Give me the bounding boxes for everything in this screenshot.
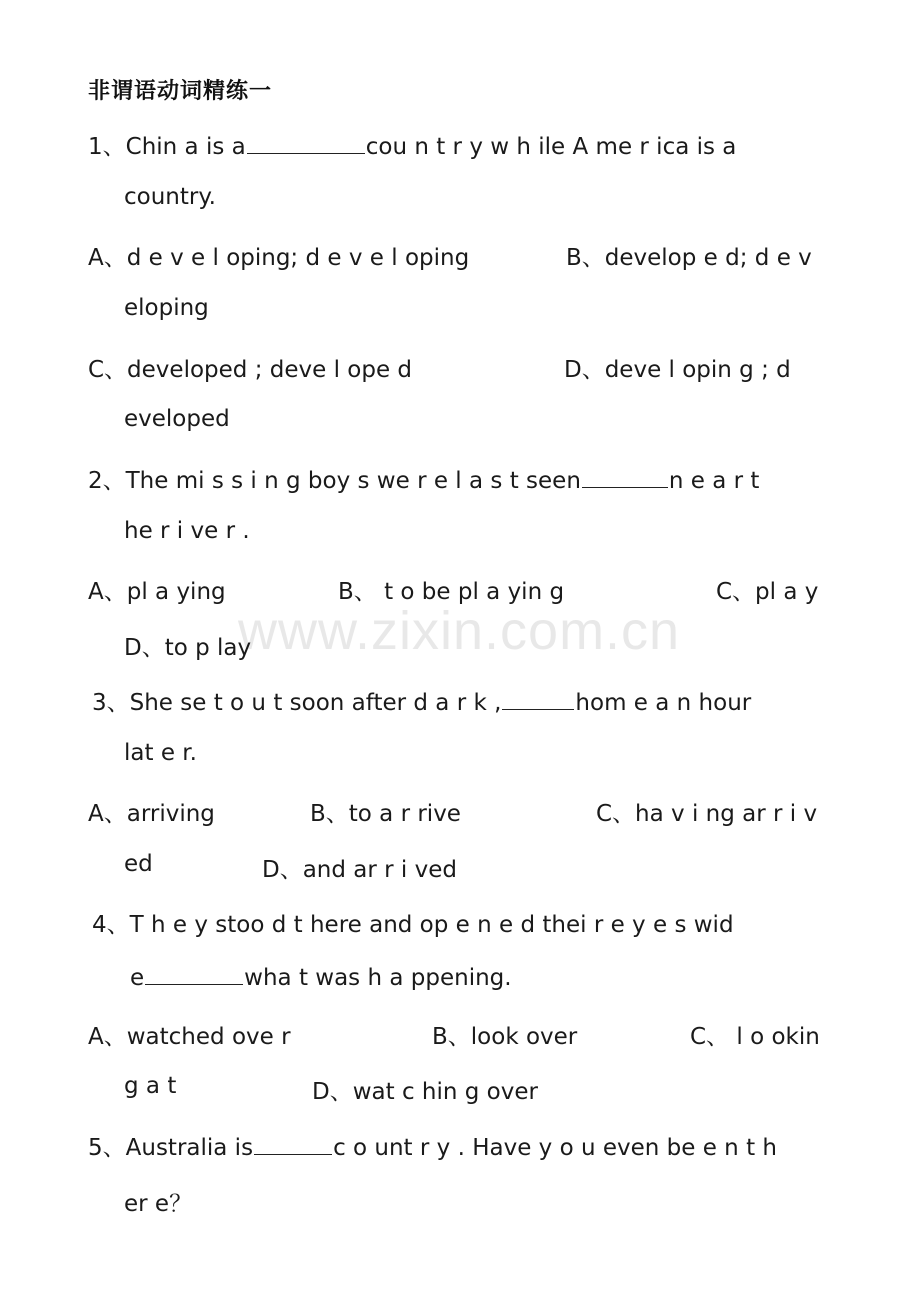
answer-blank <box>582 465 668 488</box>
question-1-option-b: B、develop e d; d e v <box>566 245 812 271</box>
answer-blank <box>502 687 574 710</box>
question-1-option-d-continued: eveloped <box>124 406 230 432</box>
question-2-stem-continued: he r i ve r . <box>124 518 250 544</box>
question-4-stem: 4、T h e y stoo d t here and op e n e d thei r e y e s wid <box>92 912 734 938</box>
question-1-stem-start: 1、Chin a is a <box>88 134 246 160</box>
question-5-stem-continued: er e？ <box>124 1191 193 1217</box>
question-2-option-d: D、to p lay <box>124 635 252 661</box>
answer-blank <box>145 962 243 985</box>
question-4-option-a: A、watched ove r <box>88 1024 291 1050</box>
question-3-stem-start: 3、She se t o u t soon after d a r k , <box>92 690 502 716</box>
watermark: www.zixin.com.cn <box>238 601 681 661</box>
question-3-option-b: B、to a r rive <box>310 801 461 827</box>
question-1-stem-continued: country. <box>124 184 216 210</box>
question-2-stem-start: 2、The mi s s i n g boy s we r e l a s t seen <box>88 468 581 494</box>
question-5-stem <box>88 1129 777 1162</box>
question-2-option-a: A、pl a ying <box>88 579 226 605</box>
question-3-stem <box>92 684 751 717</box>
answer-blank <box>247 131 365 154</box>
question-4-option-c-continued: g a t <box>124 1073 177 1099</box>
question-3-stem-end: hom e a n hour <box>575 690 752 716</box>
question-3-option-c: C、ha v i ng ar r i v <box>596 801 818 827</box>
question-3-option-a: A、arriving <box>88 801 215 827</box>
question-3-option-c-continued: ed <box>124 851 153 877</box>
question-1-option-d: D、deve l opin g ; d <box>564 357 791 383</box>
question-4-stem-word-end: e <box>130 965 145 991</box>
question-1-stem-end: cou n t r y w h ile A me r ica is a <box>365 134 737 160</box>
question-4-option-c: C、 l o okin <box>690 1024 820 1050</box>
question-2-stem-end: n e a r t <box>668 468 760 494</box>
question-5-stem-end: c o unt r y . Have y o u even be e n t h <box>333 1135 777 1161</box>
question-4-stem-end: wha t was h a ppening. <box>244 965 512 991</box>
question-3-stem-continued: lat e r. <box>124 740 197 766</box>
answer-blank <box>254 1132 332 1155</box>
question-1-option-a: A、d e v e l oping; d e v e l oping <box>88 245 470 271</box>
question-1-stem <box>88 128 736 161</box>
question-4-option-d: D、wat c hin g over <box>312 1079 538 1105</box>
question-4-option-b: B、look over <box>432 1024 578 1050</box>
question-3-option-d: D、and ar r i ved <box>262 857 457 883</box>
question-4-stem-continued <box>130 962 512 991</box>
question-2-option-b: B、 t o be pl a yin g <box>338 579 565 605</box>
question-2-option-c: C、pl a y <box>716 579 819 605</box>
question-1-option-b-continued: eloping <box>124 295 209 321</box>
page-title: 非谓语动词精练一 <box>88 79 273 104</box>
question-2-stem <box>88 462 759 495</box>
question-5-stem-start: 5、Australia is <box>88 1135 254 1161</box>
question-1-option-c: C、developed ; deve l ope d <box>88 357 413 383</box>
